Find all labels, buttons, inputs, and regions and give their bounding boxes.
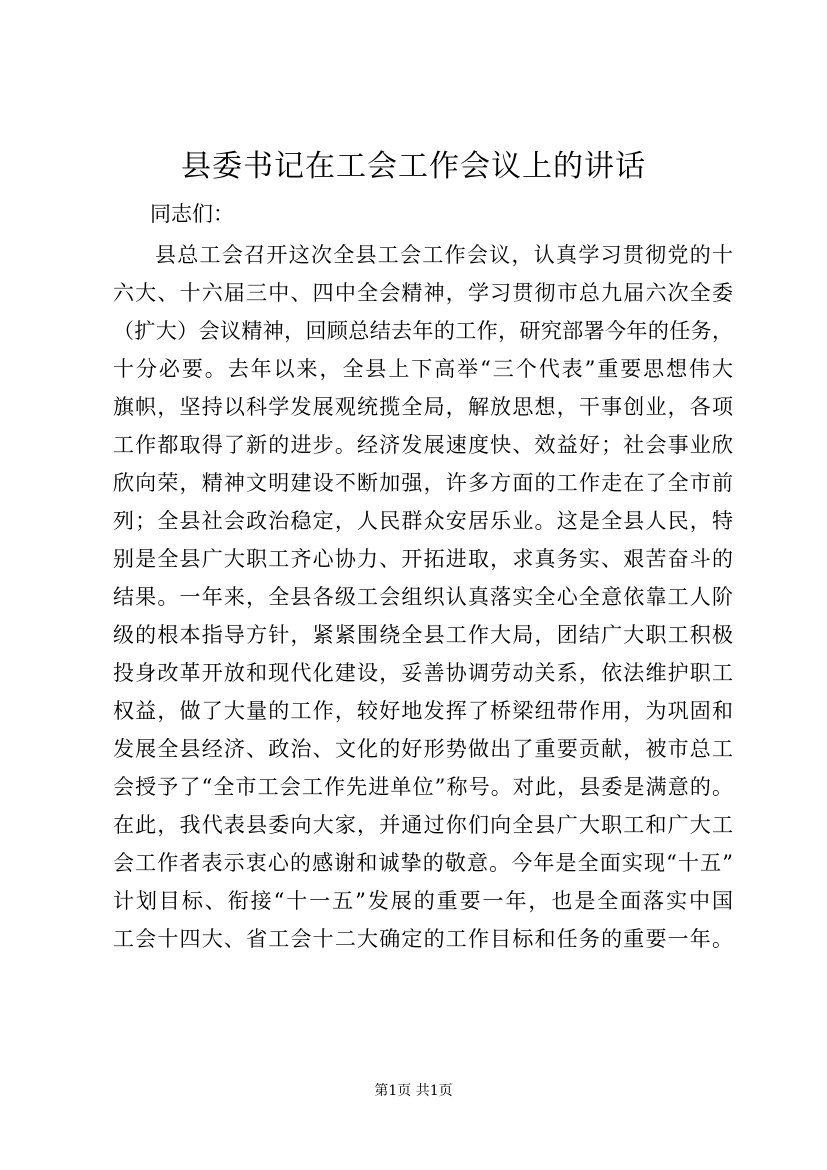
body-text	[113, 236, 733, 958]
body-line: 县总工会召开这次全县工会工作会议，认真学习贯彻党的十	[155, 243, 733, 267]
body-line: 发展全县经济、政治、文化的好形势做出了重要贡献，被市总工	[113, 737, 733, 761]
body-line: 别是全县广大职工齐心协力、开拓进取，求真务实、艰苦奋斗的	[113, 547, 733, 571]
body-line: 在此，我代表县委向大家，并通过你们向全县广大职工和广大工	[113, 813, 733, 837]
body-line: 工作都取得了新的进步。经济发展速度快、效益好；社会事业欣	[113, 433, 733, 457]
body-line: 六大、十六届三中、四中全会精神，学习贯彻市总九届六次全委	[113, 281, 733, 305]
body-line: 会授予了“全市工会工作先进单位”称号。对此，县委是满意的。	[113, 775, 733, 799]
body-line: 结果。一年来，全县各级工会组织认真落实全心全意依靠工人阶	[113, 585, 733, 609]
document-title: 县委书记在工会工作会议上的讲话	[181, 149, 646, 184]
body-line: 级的根本指导方针，紧紧围绕全县工作大局，团结广大职工积极	[113, 623, 733, 647]
body-line: 会工作者表示衷心的感谢和诚挚的敬意。今年是全面实现“十五”	[113, 851, 733, 875]
body-line: （扩大）会议精神，回顾总结去年的工作，研究部署今年的任务，	[113, 319, 733, 343]
page-footer: 第1页 共1页	[374, 1083, 453, 1099]
body-line: 欣向荣，精神文明建设不断加强，许多方面的工作走在了全市前	[113, 471, 733, 495]
body-line: 旗帜，坚持以科学发展观统揽全局，解放思想，干事创业，各项	[113, 395, 733, 419]
body-line: 权益，做了大量的工作，较好地发挥了桥梁纽带作用，为巩固和	[113, 699, 733, 723]
body-line: 投身改革开放和现代化建设，妥善协调劳动关系，依法维护职工	[113, 661, 733, 685]
body-line: 列；全县社会政治稳定，人民群众安居乐业。这是全县人民，特	[113, 509, 733, 533]
body-line: 计划目标、衔接“十一五”发展的重要一年，也是全面落实中国	[113, 889, 733, 913]
greeting: 同志们：	[150, 202, 234, 226]
body-line: 工会十四大、省工会十二大确定的工作目标和任务的重要一年。	[113, 927, 733, 951]
body-line: 十分必要。去年以来，全县上下高举“三个代表”重要思想伟大	[113, 357, 733, 381]
